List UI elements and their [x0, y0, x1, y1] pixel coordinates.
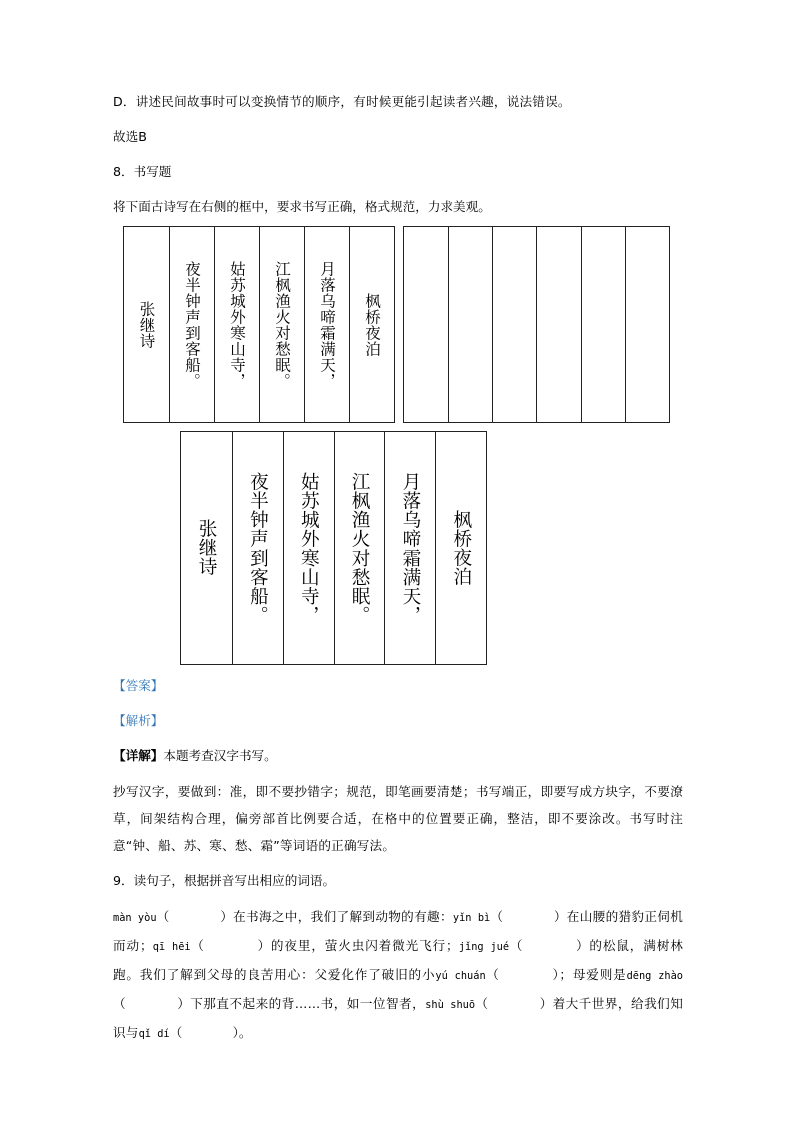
poem-column-text: 江枫渔火对愁眠。	[273, 260, 292, 389]
detail-text: 本题考查汉字书写。	[163, 748, 277, 763]
question-8-title: 8．书写题	[113, 164, 172, 179]
pinyin-hint: qī hēi	[152, 941, 191, 953]
answer-blank[interactable]: （ ）	[475, 996, 553, 1011]
answer-label: 【答案】	[113, 678, 164, 693]
sentence-text: 着大千世界，给我们知识与	[113, 996, 683, 1040]
sentence-text: 。	[238, 1025, 252, 1040]
answer-blank[interactable]: （ ）	[169, 1025, 239, 1040]
answer-choice-line: 故选B	[113, 129, 147, 144]
poem-column	[334, 432, 385, 664]
poem-grid-empty-writing-area[interactable]	[403, 226, 670, 423]
poem-column	[259, 227, 304, 422]
writing-column[interactable]	[625, 227, 669, 422]
answer-blank[interactable]: （ ）	[509, 938, 590, 953]
poem-column	[124, 227, 169, 422]
poem-column-text: 江枫渔火对愁眠。	[349, 471, 371, 625]
poem-column	[181, 432, 232, 664]
pinyin-hint: yú chuán	[435, 970, 486, 982]
option-d-line: D．讲述民间故事时可以变换情节的顺序，有时候更能引起读者兴趣，说法错误。	[113, 94, 571, 109]
detail-label: 【详解】	[113, 748, 164, 763]
poem-grid-filled-large	[180, 431, 487, 665]
question-8-prompt: 将下面古诗写在右侧的框中，要求书写正确，格式规范，力求美观。	[113, 199, 491, 214]
sentence-text: ；母爱则是	[559, 967, 627, 982]
pinyin-hint: yǐn bì	[452, 912, 491, 924]
poem-column	[214, 227, 259, 422]
writing-column[interactable]	[581, 227, 625, 422]
poem-column-text: 月落乌啼霜满天，	[318, 260, 337, 389]
pinyin-hint: qǐ dí	[138, 1028, 170, 1040]
document-content	[113, 88, 683, 1048]
poem-column	[349, 227, 394, 422]
poem-column	[435, 432, 486, 664]
question-9-title: 9．读句子，根据拼音写出相应的词语。	[113, 873, 336, 888]
poem-column	[283, 432, 334, 664]
answer-blank[interactable]: （ ）	[490, 909, 567, 924]
sentence-text: 的夜里，萤火虫闪着微光飞行；	[270, 938, 459, 953]
poem-column-text: 姑苏城外寒山寺，	[228, 260, 247, 389]
poem-column-text: 枫桥夜泊	[363, 292, 382, 357]
sentence-text: 在书海之中，我们了解到动物的有趣：	[233, 909, 453, 924]
poem-column-text: 姑苏城外寒山寺，	[298, 471, 320, 625]
poem-column-text: 枫桥夜泊	[450, 509, 472, 587]
sentence-text: 下那直不起来的背……书，如一位智者，	[190, 996, 426, 1011]
answer-blank[interactable]: （ ）	[190, 938, 271, 953]
poem-column-text: 夜半钟声到客船。	[247, 471, 269, 625]
writing-column[interactable]	[404, 227, 448, 422]
pinyin-hint: jǐng jué	[458, 941, 510, 953]
pinyin-hint: màn yòu	[113, 912, 157, 924]
poem-column	[304, 227, 349, 422]
writing-column[interactable]	[536, 227, 580, 422]
sentence-text: 在山腰的猎豹正伺机而动；	[113, 909, 684, 953]
poem-column-text: 张继诗	[196, 519, 218, 577]
pinyin-hint: dēng zhào	[626, 970, 683, 982]
detail-line	[113, 743, 683, 769]
writing-column[interactable]	[448, 227, 492, 422]
answer-blank[interactable]: （ ）	[113, 996, 191, 1011]
question-9-body	[113, 903, 683, 1048]
poem-column	[169, 227, 214, 422]
sentence-text: 的松鼠，满树林跑。我们了解到父母的良苦用心：父爱化作了破旧的小	[113, 938, 683, 982]
explanation-paragraph: 抄写汉字，要做到：准，即不要抄错字；规范，即笔画要清楚；书写端正，即要写成方块字，不要潦草，间架结构合理，偏旁部首比例要合适，在格中的位置要正确，整洁，即不要涂改。书写时注意“钟、船、苏、寒、愁、霜”等词语的正确写法。	[113, 784, 683, 853]
poem-column-text: 张继诗	[137, 300, 156, 349]
poem-column	[384, 432, 435, 664]
analysis-label: 【解析】	[113, 713, 164, 728]
answer-blank[interactable]: （ ）	[485, 967, 560, 982]
poem-grid-filled-small	[123, 226, 395, 423]
answer-blank[interactable]: （ ）	[156, 909, 234, 924]
poem-column	[232, 432, 283, 664]
poem-column-text: 月落乌啼霜满天，	[399, 471, 421, 625]
pinyin-hint: shù shuō	[425, 999, 476, 1011]
poem-column-text: 夜半钟声到客船。	[183, 260, 202, 389]
writing-column[interactable]	[492, 227, 536, 422]
